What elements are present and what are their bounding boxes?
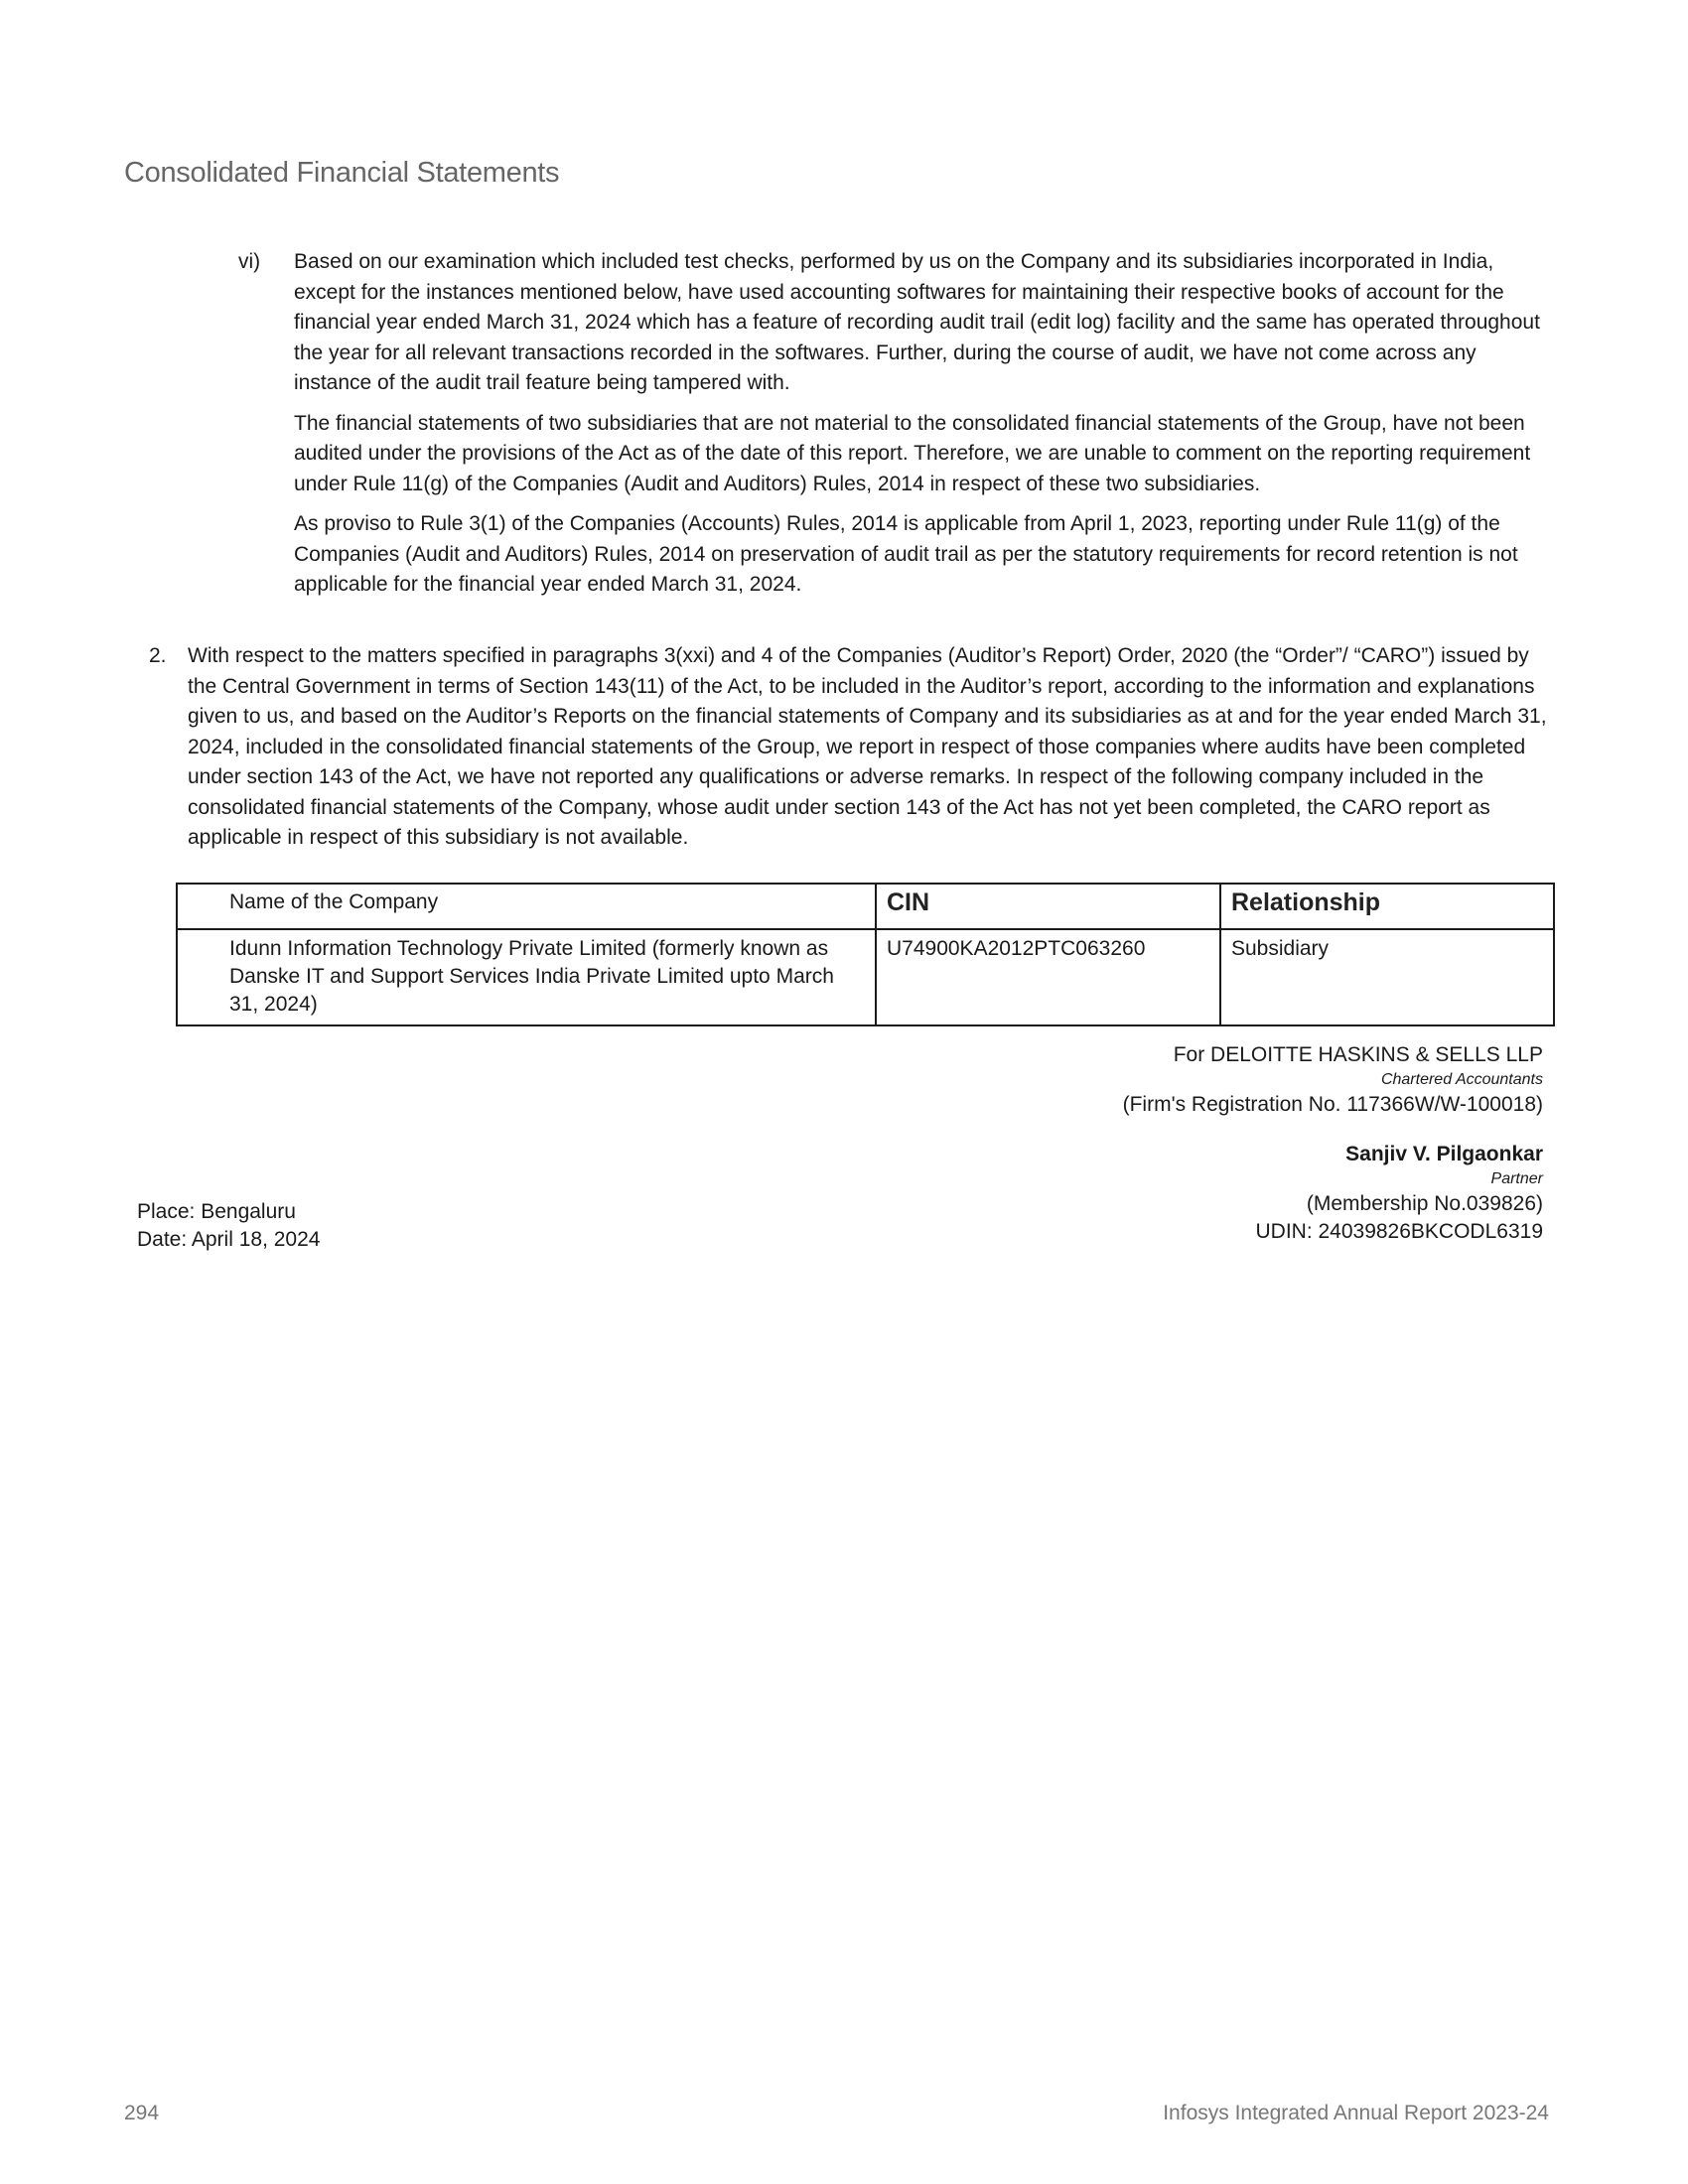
udin: UDIN: 24039826BKCODL6319 bbox=[1255, 1220, 1543, 1243]
paragraph: As proviso to Rule 3(1) of the Companies (Accounts) Rules, 2014 is applicable from April 1, 2023, reporting under Rule 11(g) of the Companies (Audit and Auditors) Rules, 2014 on preservation of audit trail as per the statutory requirements for record retention is not applicable for the financial year ended March 31, 2024. bbox=[294, 512, 1518, 596]
relationship-cell: Subsidiary bbox=[1220, 929, 1554, 1025]
clause-body bbox=[294, 247, 1544, 601]
table-header-row bbox=[177, 884, 1554, 929]
header-name: Name of the Company bbox=[177, 884, 876, 929]
report-title: Infosys Integrated Annual Report 2023-24 bbox=[1163, 2102, 1549, 2124]
firm-registration: (Firm's Registration No. 117366W/W-100018) bbox=[1122, 1093, 1543, 1116]
paragraph: With respect to the matters specified in paragraphs 3(xxi) and 4 of the Companies (Auditor’s Report) Order, 2020 (the “Order”/ “CARO”) issued by the Central Government in terms of Section 143(11) of the Act, to be included in the Auditor’s report, according to the information and explanations given to us, and based on the Auditor’s Reports on the financial statements of Company and its subsidiaries as at and for the year ended March 31, 2024, included in the consolidated financial statements of the Group, we report in respect of those companies where audits have been completed under section 143 of the Act, we have not reported any qualifications or adverse remarks. In respect of the following company included in the consolidated financial statements of the Company, whose audit under section 143 of the Act has not yet been completed, the CARO report as applicable in respect of this subsidiary is not available. bbox=[188, 644, 1547, 849]
partner-name: Sanjiv V. Pilgaonkar bbox=[1345, 1143, 1543, 1165]
clause-number: 2. bbox=[149, 644, 167, 667]
partner-title: Partner bbox=[1490, 1170, 1543, 1187]
company-name-cell: Idunn Information Technology Private Limited (formerly known as Danske IT and Support Services India Private Limited upto March 31, 2024) bbox=[177, 929, 876, 1025]
firm-type: Chartered Accountants bbox=[1380, 1071, 1543, 1088]
clause-vi bbox=[238, 247, 1544, 611]
firm-name: For DELOITTE HASKINS & SELLS LLP bbox=[1173, 1043, 1543, 1066]
place-date-block bbox=[137, 1198, 320, 1254]
clause-body bbox=[188, 641, 1549, 854]
page-number: 294 bbox=[124, 2102, 160, 2124]
paragraph: The financial statements of two subsidiaries that are not material to the consolidated financial statements of the Group, have not been audited under the provisions of the Act as of the date of this report. Therefore, we are unable to comment on the reporting requirement under Rule 11(g) of the Companies (Audit and Auditors) Rules, 2014 in respect of these two subsidiaries. bbox=[294, 411, 1531, 495]
paragraph: Based on our examination which included test checks, performed by us on the Company and its subsidiaries incorporated in India, except for the instances mentioned below, have used accounting softwares for maintaining their respective books of account for the financial year ended March 31, 2024 which has a feature of recording audit trail (edit log) facility and the same has operated throughout the year for all relevant transactions recorded in the softwares. Further, during the course of audit, we have not come across any instance of the audit trail feature being tampered with. bbox=[294, 250, 1540, 394]
clause-number: vi) bbox=[238, 250, 261, 273]
header-relationship: Relationship bbox=[1220, 884, 1554, 929]
page-title: Consolidated Financial Statements bbox=[124, 157, 560, 189]
table-row bbox=[177, 929, 1554, 1025]
place: Place: Bengaluru bbox=[137, 1200, 296, 1223]
membership-number: (Membership No.039826) bbox=[1306, 1192, 1543, 1215]
caro-table bbox=[176, 883, 1555, 1026]
signature-block bbox=[947, 1041, 1543, 1246]
date: Date: April 18, 2024 bbox=[137, 1228, 321, 1251]
header-cin: CIN bbox=[876, 884, 1220, 929]
clause-2 bbox=[149, 641, 1549, 854]
cin-cell: U74900KA2012PTC063260 bbox=[876, 929, 1220, 1025]
